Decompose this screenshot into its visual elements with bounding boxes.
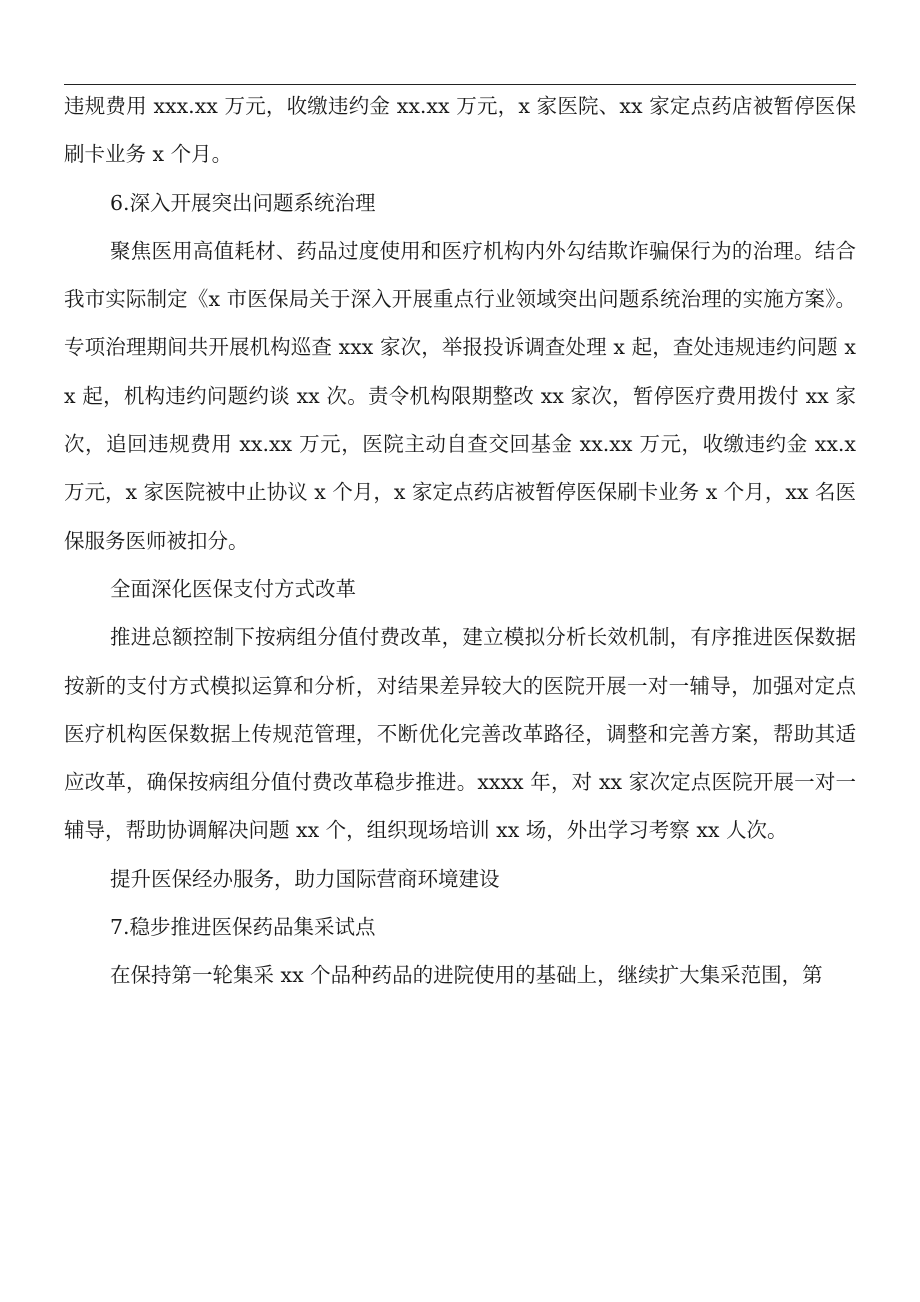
document-body [64, 82, 856, 1000]
section-heading-7: 7.稳步推进医保药品集采试点 [110, 915, 376, 940]
paragraph-continuation: 违规费用 xxx.xx 万元，收缴违约金 xx.xx 万元，x 家医院、xx 家定点药店被暂停医保刷卡业务 x 个月。 [64, 94, 856, 167]
paragraph-governance: 聚焦医用高值耗材、药品过度使用和医疗机构内外勾结欺诈骗保行为的治理。结合我市实际制定《x 市医保局关于深入开展重点行业领域突出问题系统治理的实施方案》。专项治理期间共开展机构巡查 xxx 家次，举报投诉调查处理 x 起，查处违规违约问题 xx 起，机构违约问题约谈 xx 次。责令机构限期整改 xx 家次，暂停医疗费用拨付 xx 家次，追回违规费用 xx.xx 万元，医院主动自查交回基金 xx.xx 万元，收缴违约金 xx.x 万元，x 家医院被中止协议 x 个月，x 家定点药店被暂停医保刷卡业务 x 个月，xx 名医保服务医师被扣分。 [64, 238, 856, 553]
paragraph-payment-reform: 推进总额控制下按病组分值付费改革，建立模拟分析长效机制，有序推进医保数据按新的支付方式模拟运算和分析，对结果差异较大的医院开展一对一辅导，加强对定点医疗机构医保数据上传规范管理，不断优化完善改革路径，调整和完善方案，帮助其适应改革，确保按病组分值付费改革稳步推进。xxxx 年，对 xx 家次定点医院开展一对一辅导，帮助协调解决问题 xx 个，组织现场培训 xx 场，外出学习考察 xx 人次。 [64, 625, 856, 843]
paragraph-procurement: 在保持第一轮集采 xx 个品种药品的进院使用的基础上，继续扩大集采范围，第 [110, 963, 823, 988]
section-heading-payment-reform: 全面深化医保支付方式改革 [110, 576, 356, 601]
section-heading-service: 提升医保经办服务，助力国际营商环境建设 [110, 866, 500, 891]
section-heading-6: 6.深入开展突出问题系统治理 [110, 190, 376, 215]
